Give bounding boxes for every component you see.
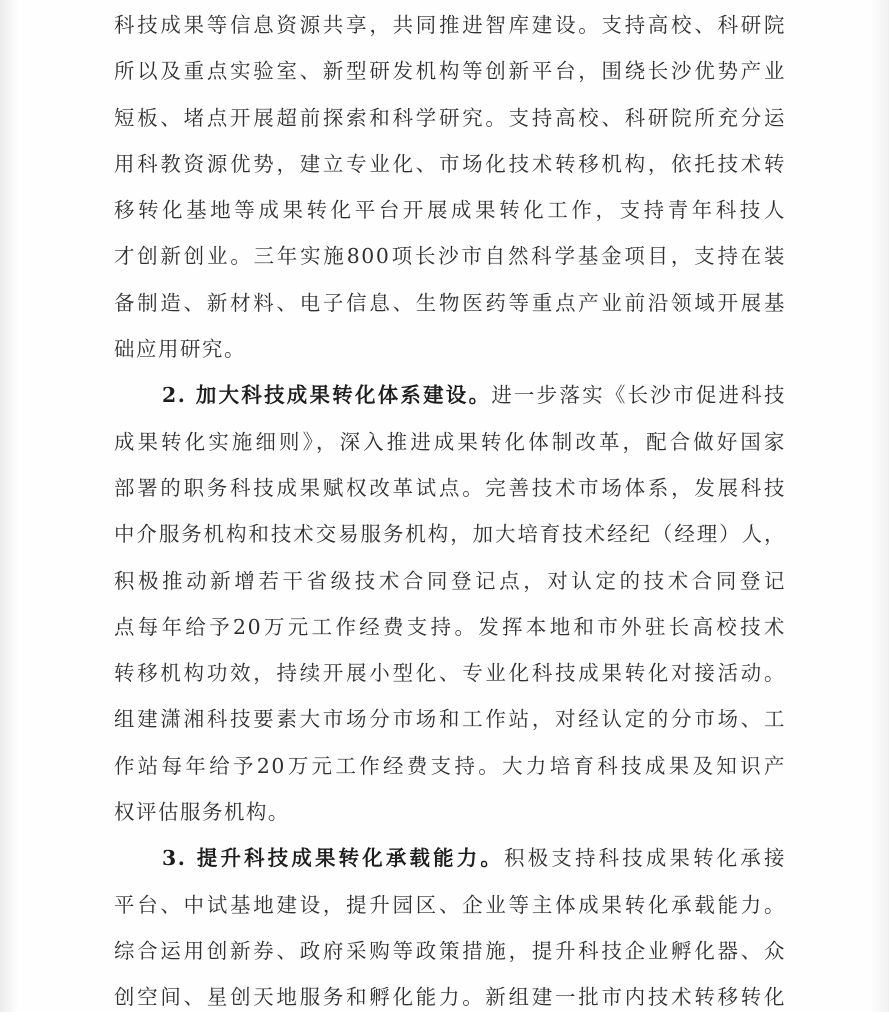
text-line: 中介服务机构和技术交易服务机构，加大培育技术经纪（经理）人， — [114, 522, 786, 547]
text-line: 作站每年给予20万元工作经费支持。大力培育科技成果及知识产 — [114, 753, 786, 778]
text-line: 部署的职务科技成果赋权改革试点。完善技术市场体系，发展科技 — [114, 475, 786, 500]
text-line: 短板、堵点开展超前探索和科学研究。支持高校、科研院所充分运 — [114, 105, 786, 130]
section-heading-3: 3. 提升科技成果转化承载能力。 — [162, 846, 505, 871]
text-line: 积极推动新增若干省级技术合同登记点，对认定的技术合同登记 — [114, 568, 786, 593]
text-line — [114, 372, 786, 418]
text-line: 平台、中试基地建设，提升园区、企业等主体成果转化承载能力。 — [114, 892, 786, 917]
heading-line-rest: 进一步落实《长沙市促进科技 — [491, 383, 786, 408]
text-line: 才创新创业。三年实施800项长沙市自然科学基金项目，支持在装 — [114, 244, 786, 269]
text-line: 权评估服务机构。 — [114, 800, 290, 825]
paragraph-3 — [114, 835, 786, 1020]
text-line: 础应用研究。 — [114, 337, 246, 362]
text-line: 成果转化实施细则》，深入推进成果转化体制改革，配合做好国家 — [114, 429, 786, 454]
scan-edge-left — [0, 0, 18, 1012]
section-heading-2: 2. 加大科技成果转化体系建设。 — [162, 383, 492, 408]
heading-line-rest: 积极支持科技成果转化承接 — [504, 846, 786, 871]
scan-edge-right — [871, 0, 889, 1012]
text-line: 综合运用创新券、政府采购等政策措施，提升科技企业孵化器、众 — [114, 938, 786, 963]
text-line: 备制造、新材料、电子信息、生物医药等重点产业前沿领域开展基 — [114, 290, 786, 315]
text-line: 移转化基地等成果转化平台开展成果转化工作，支持青年科技人 — [114, 198, 786, 223]
body-text — [114, 0, 786, 1021]
text-line: 科技成果等信息资源共享，共同推进智库建设。支持高校、科研院 — [114, 13, 786, 37]
text-line: 用科教资源优势，建立专业化、市场化技术转移机构，依托技术转 — [114, 151, 786, 176]
paragraph-1 — [114, 2, 786, 372]
paragraph-2 — [114, 372, 786, 835]
text-line: 组建潇湘科技要素大市场分市场和工作站，对经认定的分市场、工 — [114, 707, 786, 732]
text-line: 转移机构功效，持续开展小型化、专业化科技成果转化对接活动。 — [114, 661, 786, 686]
text-line: 创空间、星创天地服务和孵化能力。新组建一批市内技术转移转化 — [114, 985, 786, 1010]
text-line: 所以及重点实验室、新型研发机构等创新平台，围绕长沙优势产业 — [114, 59, 786, 84]
text-line — [114, 835, 786, 881]
text-line: 点每年给予20万元工作经费支持。发挥本地和市外驻长高校技术 — [114, 614, 786, 639]
